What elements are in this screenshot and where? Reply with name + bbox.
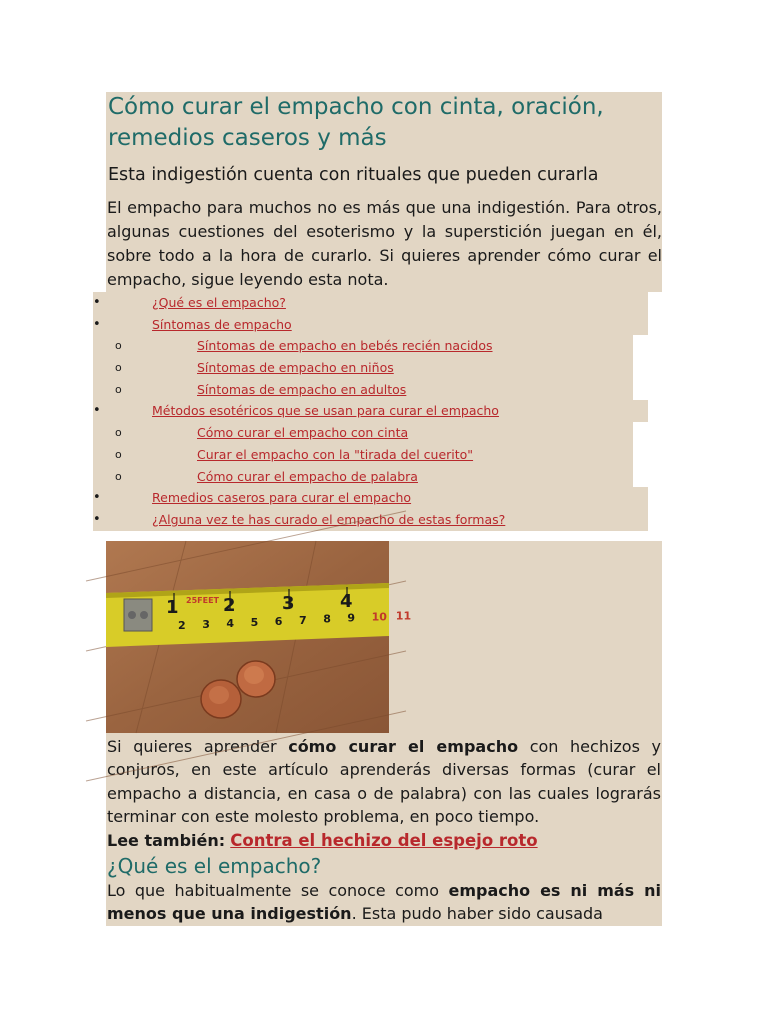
tape-label-1: 1: [166, 596, 179, 618]
article-intro: El empacho para muchos no es más que una indigestión. Para otros, algunas cuestiones del esoterismo y la superstición juegan en él, sobre todo a la hora de curarlo. Si quieres aprender cómo curar el empacho, sigue leyendo esta nota.: [107, 198, 662, 289]
toc-item: [93, 379, 633, 401]
toc-item: [93, 509, 648, 531]
section-heading: ¿Qué es el empacho?: [107, 853, 322, 878]
table-of-contents: [93, 292, 648, 531]
toc-item: [93, 335, 633, 357]
tape-label-2: 2: [223, 594, 236, 616]
toc-link[interactable]: ¿Alguna vez te has curado el empacho de estas formas?: [152, 511, 506, 527]
toc-item: [93, 400, 648, 422]
article-body: [106, 733, 662, 926]
toc-item: [93, 466, 633, 488]
bullet-icon: •: [93, 490, 101, 506]
toc-link[interactable]: ¿Qué es el empacho?: [152, 295, 286, 310]
toc-item: [93, 292, 648, 314]
tape-label-4: 4: [340, 590, 353, 612]
toc-item: [93, 487, 648, 509]
tape-small-label: 5: [250, 615, 259, 629]
tape-small-label: 2: [178, 618, 186, 632]
toc-item: [93, 444, 633, 466]
paragraph-intro-spells: Si quieres aprender cómo curar el empacho con hechizos y conjuros, en este artículo aprenderás diversas formas (curar el empacho a distancia, en casa o de palabra) con las cuales lograrás terminar con este molesto problema, en poco tiempo.: [107, 736, 662, 827]
circle-bullet-icon: o: [115, 447, 122, 461]
tape-small-label: 10: [371, 610, 387, 624]
circle-bullet-icon: o: [115, 469, 122, 483]
tape-small-label: 9: [347, 611, 356, 625]
toc-item: [93, 422, 633, 444]
toc-link[interactable]: Cómo curar el empacho con cinta: [197, 425, 409, 441]
toc-link[interactable]: Curar el empacho con la "tirada del cuerito": [197, 446, 474, 462]
toc-link[interactable]: Síntomas de empacho: [152, 316, 292, 332]
photo-container: [106, 541, 662, 733]
tape-small-label: 7: [299, 613, 307, 627]
bullet-icon: •: [93, 295, 101, 310]
article: [93, 92, 662, 926]
tape-small-label: 6: [274, 614, 283, 628]
see-also-link[interactable]: Contra el hechizo del espejo roto: [230, 830, 538, 850]
article-title: Cómo curar el empacho con cinta, oración, remedios caseros y más: [108, 94, 604, 151]
tape-brand: 25FEET: [186, 595, 219, 605]
toc-link[interactable]: Remedios caseros para curar el empacho: [152, 490, 412, 506]
circle-bullet-icon: o: [115, 339, 122, 353]
bullet-icon: •: [93, 316, 101, 332]
see-also-label: Lee también:: [107, 830, 226, 850]
bullet-icon: •: [93, 403, 101, 419]
toc-link[interactable]: Síntomas de empacho en bebés recién nacidos: [197, 338, 493, 354]
bullet-icon: •: [93, 511, 101, 527]
article-header: [106, 92, 662, 292]
tape-measure-photo: [106, 541, 412, 733]
toc-item: [93, 314, 648, 336]
tape-small-label: 11: [395, 609, 412, 623]
circle-bullet-icon: o: [115, 426, 122, 440]
toc-link[interactable]: Síntomas de empacho en niños: [197, 360, 394, 376]
tape-small-label: 4: [226, 616, 235, 630]
tape-small-label: 3: [202, 617, 210, 631]
see-also: [106, 829, 662, 853]
tape-small-label: 8: [323, 612, 331, 626]
toc-link[interactable]: Síntomas de empacho en adultos: [197, 381, 407, 397]
paragraph-what-is: Lo que habitualmente se conoce como empacho es ni más ni menos que una indigestión. Esta pudo haber sido causada: [107, 880, 661, 924]
circle-bullet-icon: o: [115, 382, 122, 396]
circle-bullet-icon: o: [115, 361, 122, 375]
toc-link[interactable]: Cómo curar el empacho de palabra: [197, 468, 418, 484]
article-subtitle: Esta indigestión cuenta con rituales que pueden curarla: [108, 165, 599, 185]
toc-item: [93, 357, 633, 379]
tape-label-3: 3: [282, 592, 295, 614]
toc-link[interactable]: Métodos esotéricos que se usan para curar el empacho: [152, 403, 499, 419]
